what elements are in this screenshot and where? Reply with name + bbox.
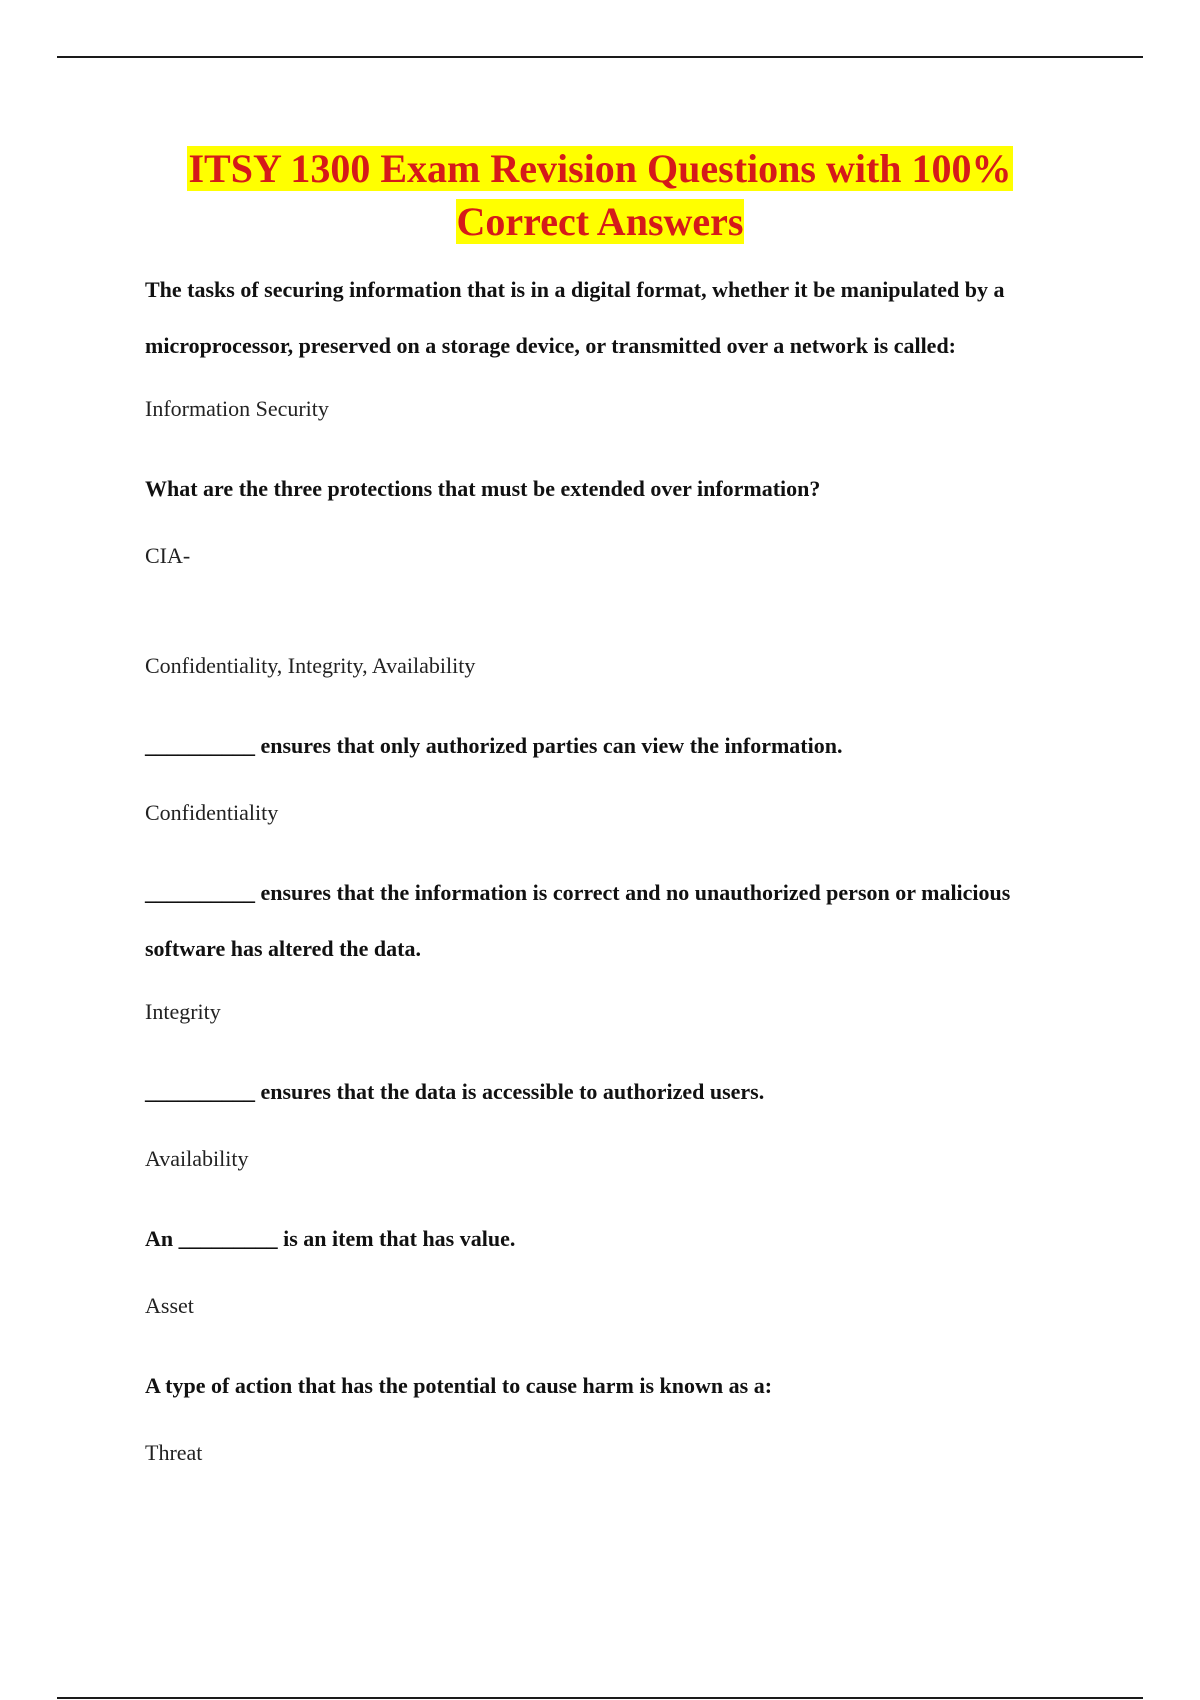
question-5: __________ ensures that the data is accessible to authorized users.	[145, 1079, 765, 1104]
answer-6: Asset	[145, 1293, 194, 1318]
answer-2-line-2: Confidentiality, Integrity, Availability	[145, 653, 476, 678]
question-1: The tasks of securing information that is in a digital format, whether it be manipulated by a microprocessor, preserved on a storage device, or transmitted over a network is called:	[145, 277, 1005, 358]
answer-1: Information Security	[145, 396, 329, 421]
title-line-2: Correct Answers	[456, 199, 744, 244]
title-line-1: ITSY 1300 Exam Revision Questions with 100%	[188, 146, 1012, 191]
question-7: A type of action that has the potential to cause harm is known as a:	[145, 1373, 773, 1398]
answer-3: Confidentiality	[145, 800, 279, 825]
answer-4: Integrity	[145, 999, 221, 1024]
answer-7: Threat	[145, 1440, 203, 1465]
question-4: __________ ensures that the information is correct and no unauthorized person or malicious software has altered the data.	[145, 880, 1011, 961]
question-2: What are the three protections that must be extended over information?	[145, 476, 821, 501]
question-3: __________ ensures that only authorized parties can view the information.	[145, 733, 843, 758]
answer-5: Availability	[145, 1146, 249, 1171]
qa-list	[145, 262, 1085, 1468]
question-6: An _________ is an item that has value.	[145, 1226, 516, 1251]
answer-2-line-1: CIA-	[145, 543, 191, 568]
header-rule	[57, 56, 1143, 58]
footer-rule	[57, 1697, 1143, 1699]
document-title	[100, 142, 1100, 248]
